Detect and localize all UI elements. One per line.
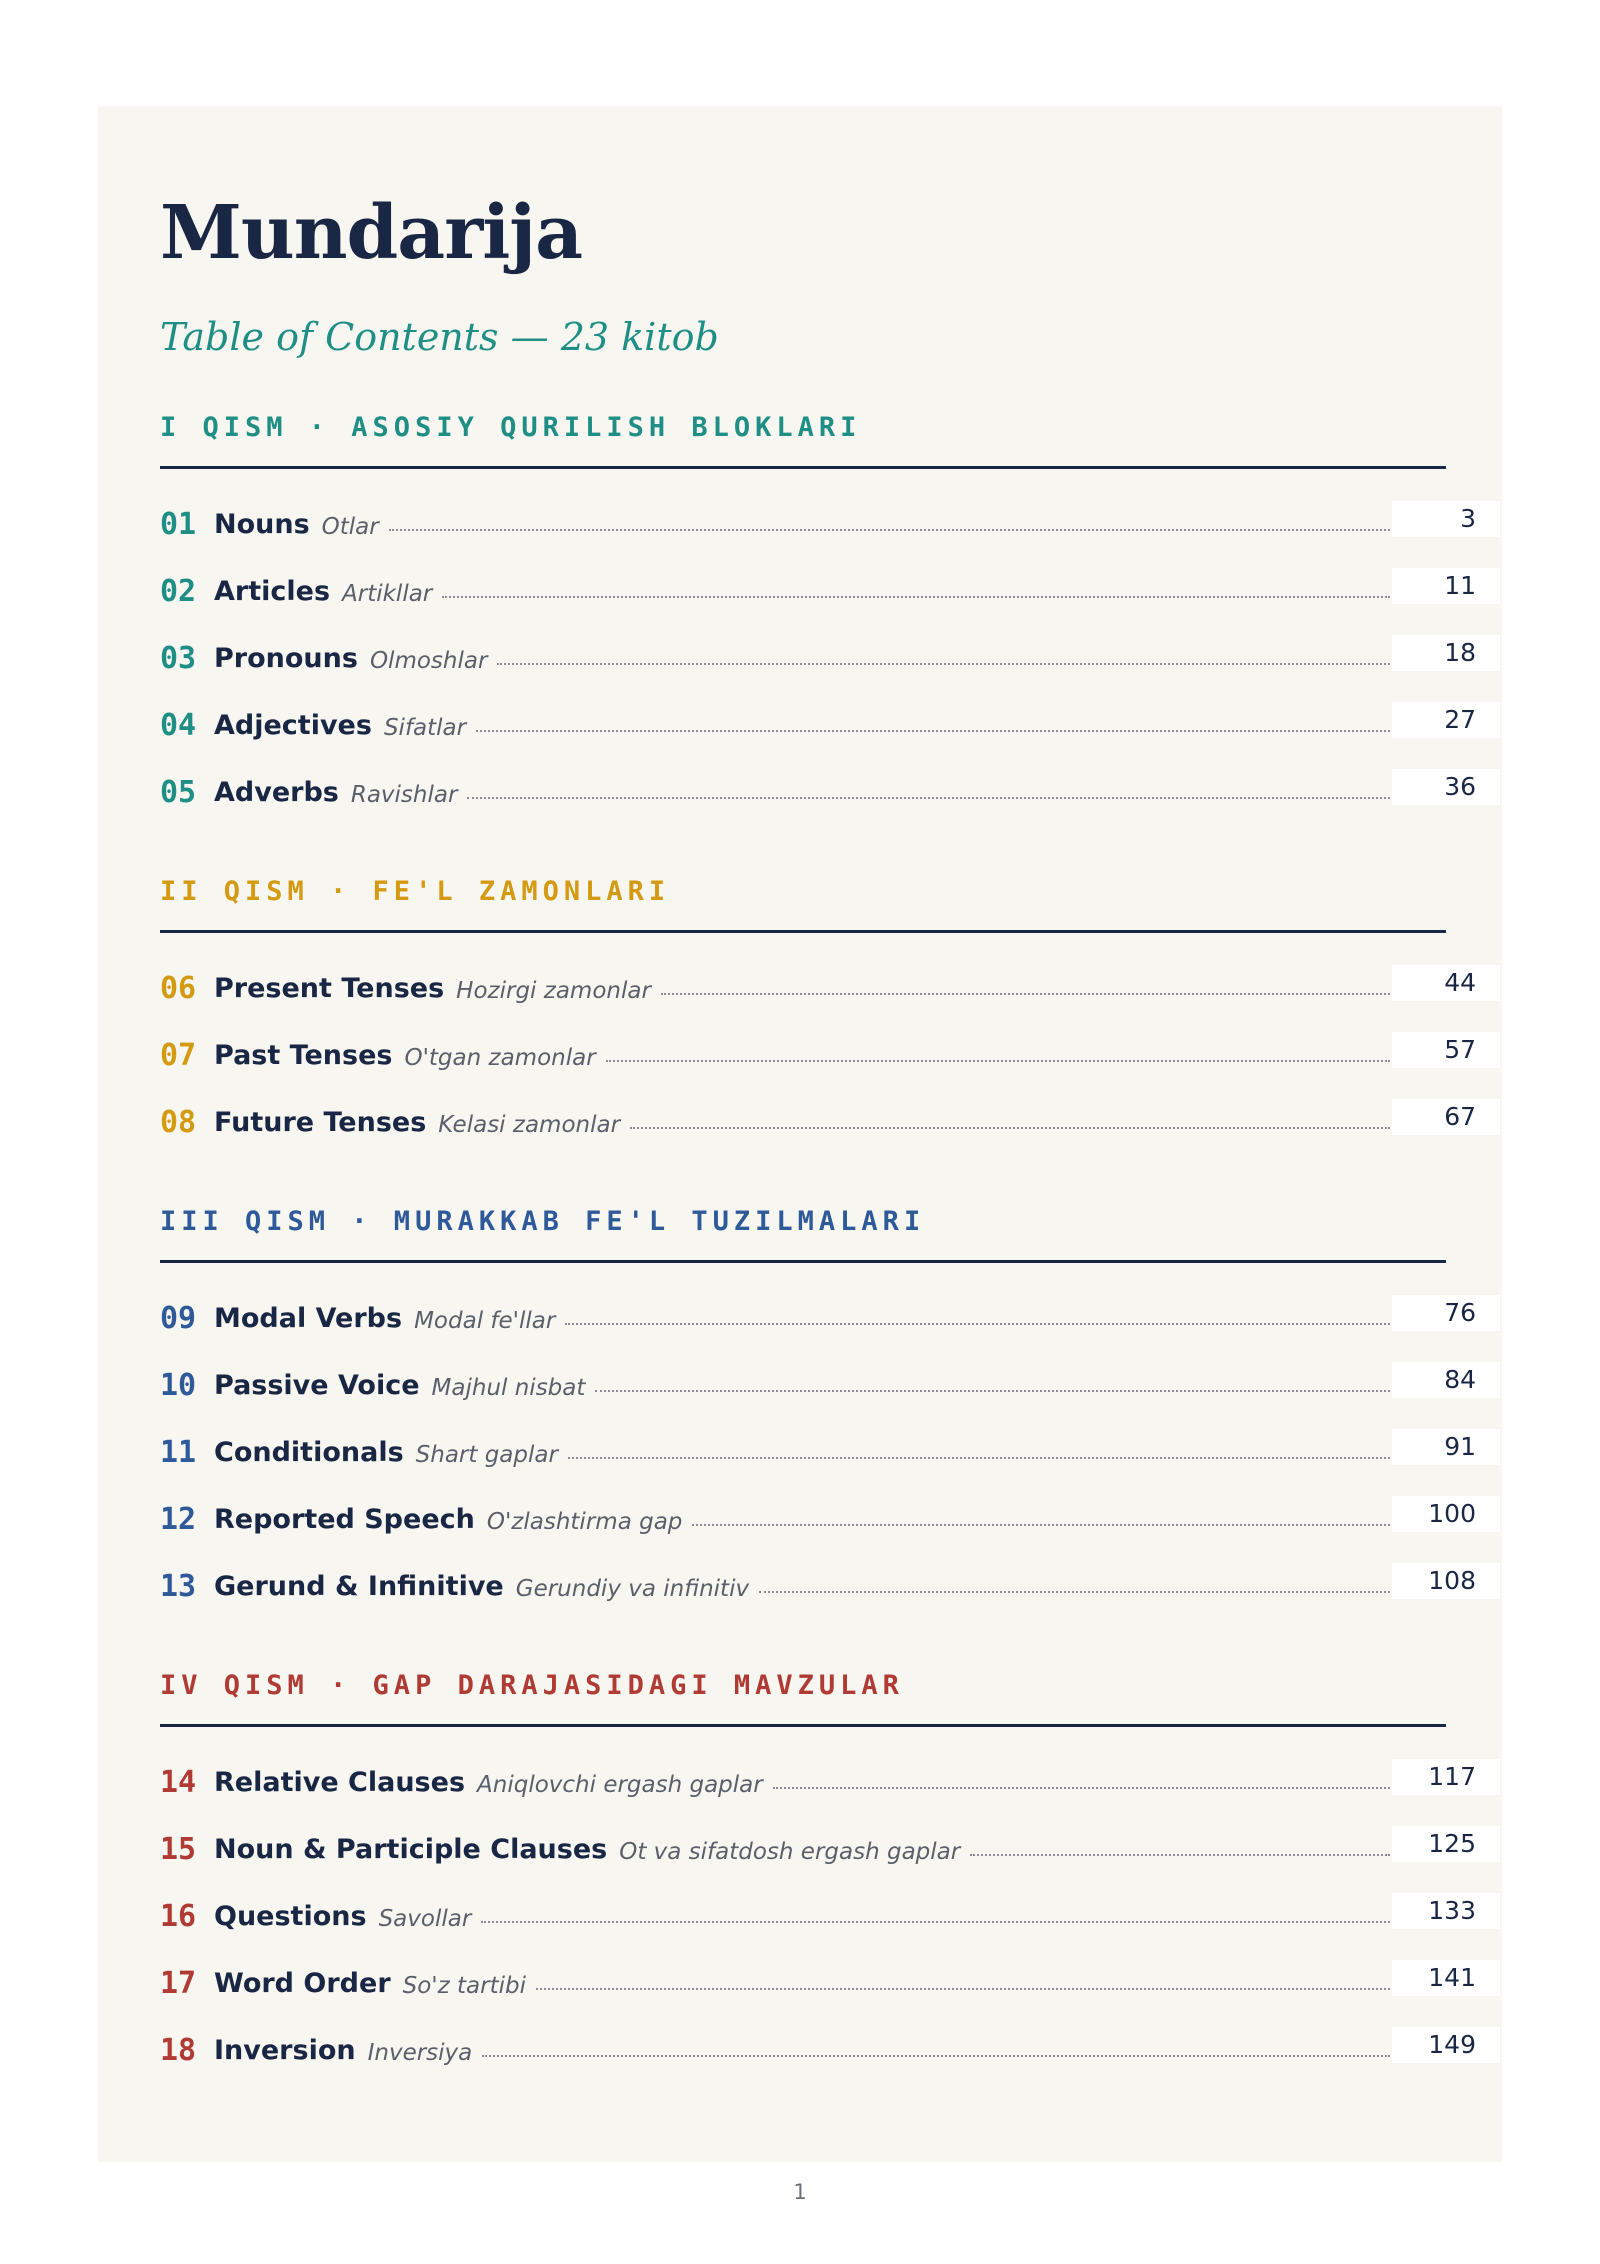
entry-title: Adverbs	[214, 777, 339, 808]
entry-page-number: 57	[1392, 1032, 1500, 1068]
dot-leader	[630, 1125, 1390, 1129]
dot-leader	[497, 661, 1390, 665]
entry-page-number: 44	[1392, 965, 1500, 1001]
entry-page-number: 3	[1392, 501, 1500, 537]
toc-entry[interactable]	[160, 1816, 1476, 1883]
entry-title: Nouns	[214, 509, 310, 540]
dot-leader	[759, 1589, 1390, 1593]
toc-entry[interactable]	[160, 1883, 1476, 1950]
entry-page-number: 133	[1392, 1893, 1500, 1929]
toc-entry[interactable]	[160, 558, 1476, 625]
toc-entry[interactable]	[160, 692, 1476, 759]
entry-title: Gerund & Infinitive	[214, 1571, 504, 1602]
entry-translation: Gerundiy va infinitiv	[515, 1575, 750, 1602]
toc-entry[interactable]	[160, 1486, 1476, 1553]
entry-number: 13	[160, 1569, 197, 1604]
entry-translation: Olmoshlar	[369, 647, 488, 674]
toc-entry[interactable]	[160, 2017, 1476, 2084]
dot-leader	[536, 1986, 1390, 1990]
toc-entry[interactable]	[160, 1089, 1476, 1156]
entry-title: Passive Voice	[214, 1370, 420, 1401]
dot-leader	[606, 1058, 1390, 1062]
entry-page-number: 108	[1392, 1563, 1500, 1599]
entry-translation: Modal fe'llar	[414, 1307, 556, 1334]
entry-page-number: 27	[1392, 702, 1500, 738]
toc-entry[interactable]	[160, 1749, 1476, 1816]
section-4	[160, 1668, 1476, 2084]
entry-title: Pronouns	[214, 643, 358, 674]
entry-title: Relative Clauses	[214, 1767, 466, 1798]
toc-entry[interactable]	[160, 1419, 1476, 1486]
entry-page-number: 91	[1392, 1429, 1500, 1465]
toc-entry[interactable]	[160, 759, 1476, 826]
entry-page-number: 76	[1392, 1295, 1500, 1331]
entry-number: 06	[160, 971, 197, 1006]
entry-translation: Artikllar	[342, 580, 433, 607]
entry-title: Reported Speech	[214, 1504, 475, 1535]
entry-translation: Aniqlovchi ergash gaplar	[477, 1771, 763, 1798]
entry-page-number: 36	[1392, 769, 1500, 805]
entry-title: Present Tenses	[214, 973, 445, 1004]
entry-number: 17	[160, 1966, 197, 2001]
entry-title: Adjectives	[214, 710, 372, 741]
section-rule	[160, 930, 1446, 933]
section-3	[160, 1204, 1476, 1620]
entry-page-number: 117	[1392, 1759, 1500, 1795]
entry-number: 03	[160, 641, 197, 676]
entry-page-number: 149	[1392, 2027, 1500, 2063]
dot-leader	[481, 1919, 1390, 1923]
entry-title: Modal Verbs	[214, 1303, 403, 1334]
entry-translation: Ot va sifatdosh ergash gaplar	[619, 1838, 961, 1865]
dot-leader	[442, 594, 1390, 598]
entry-number: 02	[160, 574, 197, 609]
dot-leader	[565, 1321, 1390, 1325]
toc-entry[interactable]	[160, 1285, 1476, 1352]
dot-leader	[595, 1388, 1390, 1392]
toc-entry[interactable]	[160, 1950, 1476, 2017]
entry-number: 09	[160, 1301, 197, 1336]
entry-number: 15	[160, 1832, 197, 1867]
section-1	[160, 410, 1476, 826]
toc-entry[interactable]	[160, 1352, 1476, 1419]
entry-title: Word Order	[214, 1968, 391, 1999]
entry-translation: Ravishlar	[350, 781, 458, 808]
entry-translation: Inversiya	[367, 2039, 473, 2066]
section-rule	[160, 1724, 1446, 1727]
entry-number: 16	[160, 1899, 197, 1934]
entry-number: 01	[160, 507, 197, 542]
entry-page-number: 141	[1392, 1960, 1500, 1996]
dot-leader	[568, 1455, 1390, 1459]
entry-translation: Majhul nisbat	[431, 1374, 586, 1401]
toc-entry[interactable]	[160, 955, 1476, 1022]
entry-translation: Kelasi zamonlar	[438, 1111, 621, 1138]
toc-entry[interactable]	[160, 491, 1476, 558]
section-heading: III QISM · MURAKKAB FE'L TUZILMALARI	[160, 1206, 926, 1237]
dot-leader	[389, 527, 1390, 531]
section-rule	[160, 466, 1446, 469]
page-title: Mundarija	[160, 190, 583, 276]
section-heading: II QISM · FE'L ZAMONLARI	[160, 876, 671, 907]
dot-leader	[692, 1522, 1390, 1526]
toc-entry[interactable]	[160, 1022, 1476, 1089]
dot-leader	[467, 795, 1390, 799]
entry-number: 14	[160, 1765, 197, 1800]
footer-page-number: 1	[793, 2180, 807, 2204]
entry-number: 12	[160, 1502, 197, 1537]
dot-leader	[661, 991, 1390, 995]
section-heading: I QISM · ASOSIY QURILISH BLOKLARI	[160, 412, 862, 443]
entry-translation: O'tgan zamonlar	[404, 1044, 596, 1071]
section-rule	[160, 1260, 1446, 1263]
entry-number: 18	[160, 2033, 197, 2068]
page-subtitle: Table of Contents — 23 kitob	[160, 315, 719, 359]
entry-page-number: 84	[1392, 1362, 1500, 1398]
entry-number: 11	[160, 1435, 197, 1470]
section-heading: IV QISM · GAP DARAJASIDAGI MAVZULAR	[160, 1670, 904, 1701]
entry-title: Future Tenses	[214, 1107, 427, 1138]
entry-translation: So'z tartibi	[402, 1972, 526, 1999]
entry-page-number: 11	[1392, 568, 1500, 604]
entry-title: Past Tenses	[214, 1040, 393, 1071]
dot-leader	[482, 2053, 1390, 2057]
entry-translation: Hozirgi zamonlar	[456, 977, 651, 1004]
entry-translation: Shart gaplar	[415, 1441, 558, 1468]
entry-number: 05	[160, 775, 197, 810]
entry-number: 10	[160, 1368, 197, 1403]
entry-translation: Otlar	[321, 513, 379, 540]
entry-number: 08	[160, 1105, 197, 1140]
entry-title: Questions	[214, 1901, 367, 1932]
toc-entry[interactable]	[160, 625, 1476, 692]
entry-translation: Sifatlar	[383, 714, 467, 741]
toc-content	[160, 190, 1476, 2084]
dot-leader	[970, 1852, 1390, 1856]
dot-leader	[773, 1785, 1390, 1789]
toc-entry[interactable]	[160, 1553, 1476, 1620]
entry-title: Conditionals	[214, 1437, 404, 1468]
entry-page-number: 67	[1392, 1099, 1500, 1135]
entry-page-number: 125	[1392, 1826, 1500, 1862]
section-2	[160, 874, 1476, 1156]
entry-translation: Savollar	[378, 1905, 472, 1932]
entry-title: Articles	[214, 576, 331, 607]
entry-number: 04	[160, 708, 197, 743]
entry-page-number: 100	[1392, 1496, 1500, 1532]
entry-translation: O'zlashtirma gap	[486, 1508, 683, 1535]
entry-page-number: 18	[1392, 635, 1500, 671]
entry-title: Inversion	[214, 2035, 356, 2066]
dot-leader	[476, 728, 1390, 732]
entry-number: 07	[160, 1038, 197, 1073]
entry-title: Noun & Participle Clauses	[214, 1834, 608, 1865]
